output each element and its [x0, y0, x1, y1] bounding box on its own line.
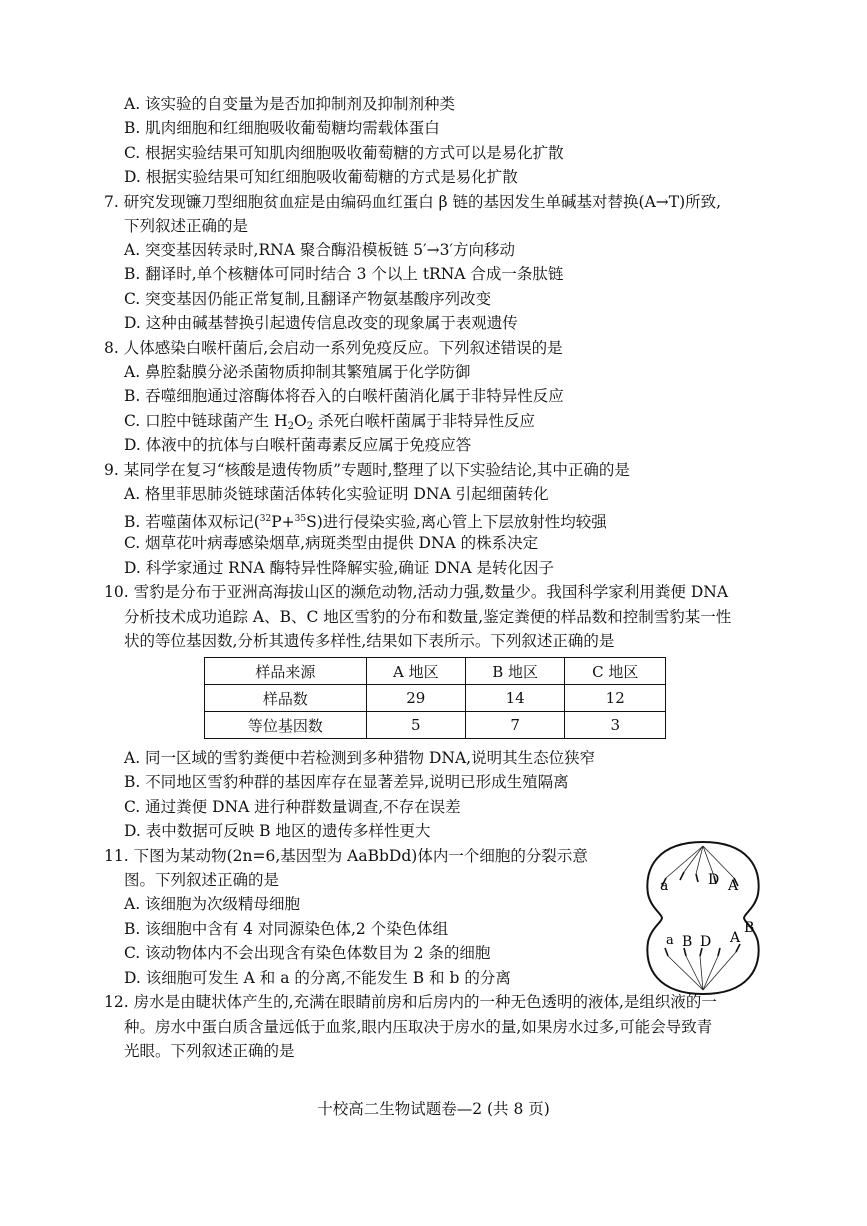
- q10-data-table: [204, 657, 666, 739]
- q10-stem: 10. 雪豹是分布于亚洲高海拔山区的濒危动物,活动力强,数量少。我国科学家利用粪便 DNA: [104, 583, 729, 601]
- q6-option-d: D. 根据实验结果可知红细胞吸收葡萄糖的方式是易化扩散: [124, 168, 518, 186]
- q8-option-c: C. 口腔中链球菌产生 $H_2O_2$ 杀死白喉杆菌属于非特异性反应: [124, 412, 536, 432]
- table-header-cell: C 地区: [565, 658, 666, 685]
- q12-stem-cont1: 种。房水中蛋白质含量远低于血浆,眼内压取决于房水的量,如果房水过多,可能会导致青: [124, 1018, 713, 1036]
- q9-option-b: B. 若噬菌体双标记($^{32}$P+$^{35}$S)进行侵染实验,离心管上下层放射性均较强: [124, 513, 607, 531]
- label-d-bottom: D: [700, 934, 712, 950]
- table-cell: 7: [465, 712, 565, 739]
- cell-division-figure: [638, 838, 768, 998]
- table-header-cell: A 地区: [366, 658, 465, 685]
- cell-membrane: [647, 842, 758, 994]
- q10-stem-cont2: 状的等位基因数,分析其遗传多样性,结果如下表所示。下列叙述正确的是: [124, 632, 615, 650]
- q12-stem: 12. 房水是由睫状体产生的,充满在眼睛前房和后房内的一种无色透明的液体,是组织液的一: [104, 993, 717, 1011]
- q9-option-a: A. 格里菲思肺炎链球菌活体转化实验证明 DNA 引起细菌转化: [124, 485, 549, 503]
- q6-option-c: C. 根据实验结果可知肌肉细胞吸收葡萄糖的方式可以是易化扩散: [124, 144, 564, 162]
- table-row: [205, 712, 666, 739]
- q12-stem-cont2: 光眼。下列叙述正确的是: [124, 1042, 295, 1060]
- q11-option-a: A. 该细胞为次级精母细胞: [124, 895, 301, 913]
- q7-stem-cont: 下列叙述正确的是: [124, 217, 249, 235]
- q7-option-d: D. 这种由碱基替换引起遗传信息改变的现象属于表观遗传: [124, 314, 518, 332]
- table-cell: 12: [565, 685, 666, 712]
- table-cell: 14: [465, 685, 565, 712]
- q9-option-c: C. 烟草花叶病毒感染烟草,病斑类型由提供 DNA 的株系决定: [124, 534, 539, 552]
- table-cell: 等位基因数: [205, 712, 367, 739]
- q10-option-a: A. 同一区域的雪豹粪便中若检测到多种猎物 DNA,说明其生态位狭窄: [124, 749, 596, 767]
- q8-stem: 8. 人体感染白喉杆菌后,会启动一系列免疫反应。下列叙述错误的是: [104, 339, 563, 357]
- label-b-upper-bottom: B: [744, 920, 755, 936]
- q11-option-b: B. 该细胞中含有 4 对同源染色体,2 个染色体组: [124, 920, 449, 938]
- q11-option-c: C. 该动物体内不会出现含有染色体数目为 2 条的细胞: [124, 944, 491, 962]
- q6-option-b: B. 肌肉细胞和红细胞吸收葡萄糖均需载体蛋白: [124, 119, 440, 137]
- table-header-cell: B 地区: [465, 658, 565, 685]
- table-cell: 样品数: [205, 685, 367, 712]
- q7-option-b: B. 翻译时,单个核糖体可同时结合 3 个以上 tRNA 合成一条肽链: [124, 265, 564, 283]
- label-a-bottom: a: [666, 933, 674, 948]
- q11-stem-cont: 图。下列叙述正确的是: [124, 871, 280, 889]
- q10-option-b: B. 不同地区雪豹种群的基因库存在显著差异,说明已形成生殖隔离: [124, 773, 569, 791]
- q9-option-d: D. 科学家通过 RNA 酶特异性降解实验,确证 DNA 是转化因子: [124, 559, 554, 577]
- table-cell: 3: [565, 712, 666, 739]
- q11-option-d: D. 该细胞可发生 A 和 a 的分离,不能发生 B 和 b 的分离: [124, 969, 511, 987]
- spindle-bottom: [668, 952, 736, 990]
- q8-option-b: B. 吞噬细胞通过溶酶体将吞入的白喉杆菌消化属于非特异性反应: [124, 387, 564, 405]
- label-b-bottom: B: [682, 934, 693, 950]
- q7-option-c: C. 突变基因仍能正常复制,且翻译产物氨基酸序列改变: [124, 290, 492, 308]
- label-d-top: D: [708, 872, 720, 888]
- label-a-upper-bottom: A: [730, 930, 741, 946]
- label-a-upper-top: A: [728, 878, 739, 894]
- q11-stem: 11. 下图为某动物(2n=6,基因型为 AaBbDd)体内一个细胞的分裂示意: [104, 847, 588, 865]
- table-row: [205, 685, 666, 712]
- table-cell: 29: [366, 685, 465, 712]
- q8-option-d: D. 体液中的抗体与白喉杆菌毒素反应属于免疫应答: [124, 436, 472, 454]
- table-header-row: [205, 658, 666, 685]
- q6-option-a: A. 该实验的自变量为是否加抑制剂及抑制剂种类: [124, 95, 456, 113]
- table-cell: 5: [366, 712, 465, 739]
- q10-option-d: D. 表中数据可反映 B 地区的遗传多样性更大: [124, 822, 431, 840]
- q8-option-a: A. 鼻腔黏膜分泌杀菌物质抑制其繁殖属于化学防御: [124, 363, 471, 381]
- q7-stem: 7. 研究发现镰刀型细胞贫血症是由编码血红蛋白 β 链的基因发生单碱基对替换(A→T)所致,: [104, 193, 722, 211]
- q9-stem: 9. 某同学在复习“核酸是遗传物质”专题时,整理了以下实验结论,其中正确的是: [104, 461, 630, 479]
- q10-stem-cont1: 分析技术成功追踪 A、B、C 地区雪豹的分布和数量,鉴定粪便的样品数和控制雪豹某一性: [124, 608, 732, 626]
- table-header-cell: 样品来源: [205, 658, 367, 685]
- q7-option-a: A. 突变基因转录时,RNA 聚合酶沿模板链 5′→3′方向移动: [124, 241, 516, 259]
- page-footer: 十校高二生物试题卷—2 (共 8 页): [317, 1100, 550, 1118]
- spindle-top: [666, 846, 734, 878]
- q10-option-c: C. 通过粪便 DNA 进行种群数量调查,不存在误差: [124, 798, 461, 816]
- label-a-top: a: [660, 878, 669, 894]
